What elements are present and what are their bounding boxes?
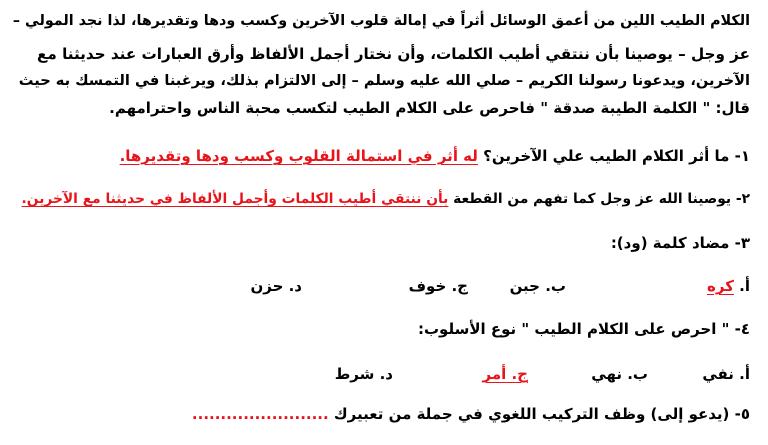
passage-line-2: عز وجل – يوصينا بأن ننتقي أطيب الكلمات، وأن نختار أجمل الألفاظ وأرق العبارات عند حديثنا مع (37, 45, 750, 63)
option-a-selected: كره (707, 277, 734, 295)
passage-line-3: الآخرين، ويدعونا رسولنا الكريم – صلي الله عليه وسلم – إلى الالتزام بذلك، ويرغبنا في التمسك به حيث (18, 72, 750, 89)
option-c-selected: ج. أمر (482, 365, 528, 383)
question-1-prompt: ١- ما أثر الكلام الطيب علي الآخرين؟ (483, 147, 750, 165)
question-3-option-d[interactable]: د. حزن (250, 277, 302, 295)
question-4-option-c[interactable] (483, 364, 529, 384)
passage-line-1: الكلام الطيب اللين من أعمق الوسائل أثراً في إمالة قلوب الآخرين وكسب ودها وتقديرها، لذا نجد المولي – (12, 13, 750, 29)
question-1-answer: له أثر في استمالة القلوب وكسب ودها وتقديرها. (119, 147, 478, 165)
question-3-option-a[interactable] (707, 276, 750, 296)
question-2-answer: بأن ننتقي أطيب الكلمات وأجمل الألفاظ في حديثنا مع الآخرين. (21, 191, 449, 207)
question-4-option-d[interactable]: د. شرط (334, 365, 393, 383)
passage-line-4: قال: " الكلمة الطيبة صدقة " فاحرص على الكلام الطيب لتكسب محبة الناس واحترامهم. (109, 99, 750, 117)
question-5-prompt: ٥- (يدعو إلى) وظف التركيب اللغوي في جملة من تعبيرك (333, 405, 750, 423)
question-4-prompt: ٤- " احرص على الكلام الطيب " نوع الأسلوب: (417, 320, 750, 338)
question-5-blank[interactable]: ........................ (191, 405, 329, 423)
option-letter: أ. (733, 277, 750, 295)
question-3-option-c[interactable]: ج. خوف (408, 277, 468, 295)
question-4-option-a[interactable]: أ. نفي (702, 365, 750, 383)
question-3-option-b[interactable]: ب. جبن (509, 277, 566, 295)
question-2-prompt: ٢- يوصينا الله عز وجل كما تفهم من القطعة (453, 191, 750, 207)
question-3-prompt: ٣- مضاد كلمة (ود): (610, 234, 750, 252)
question-5 (192, 404, 750, 424)
question-4-option-b[interactable]: ب. نهي (591, 365, 648, 383)
question-1 (120, 146, 750, 166)
question-2 (22, 189, 750, 209)
